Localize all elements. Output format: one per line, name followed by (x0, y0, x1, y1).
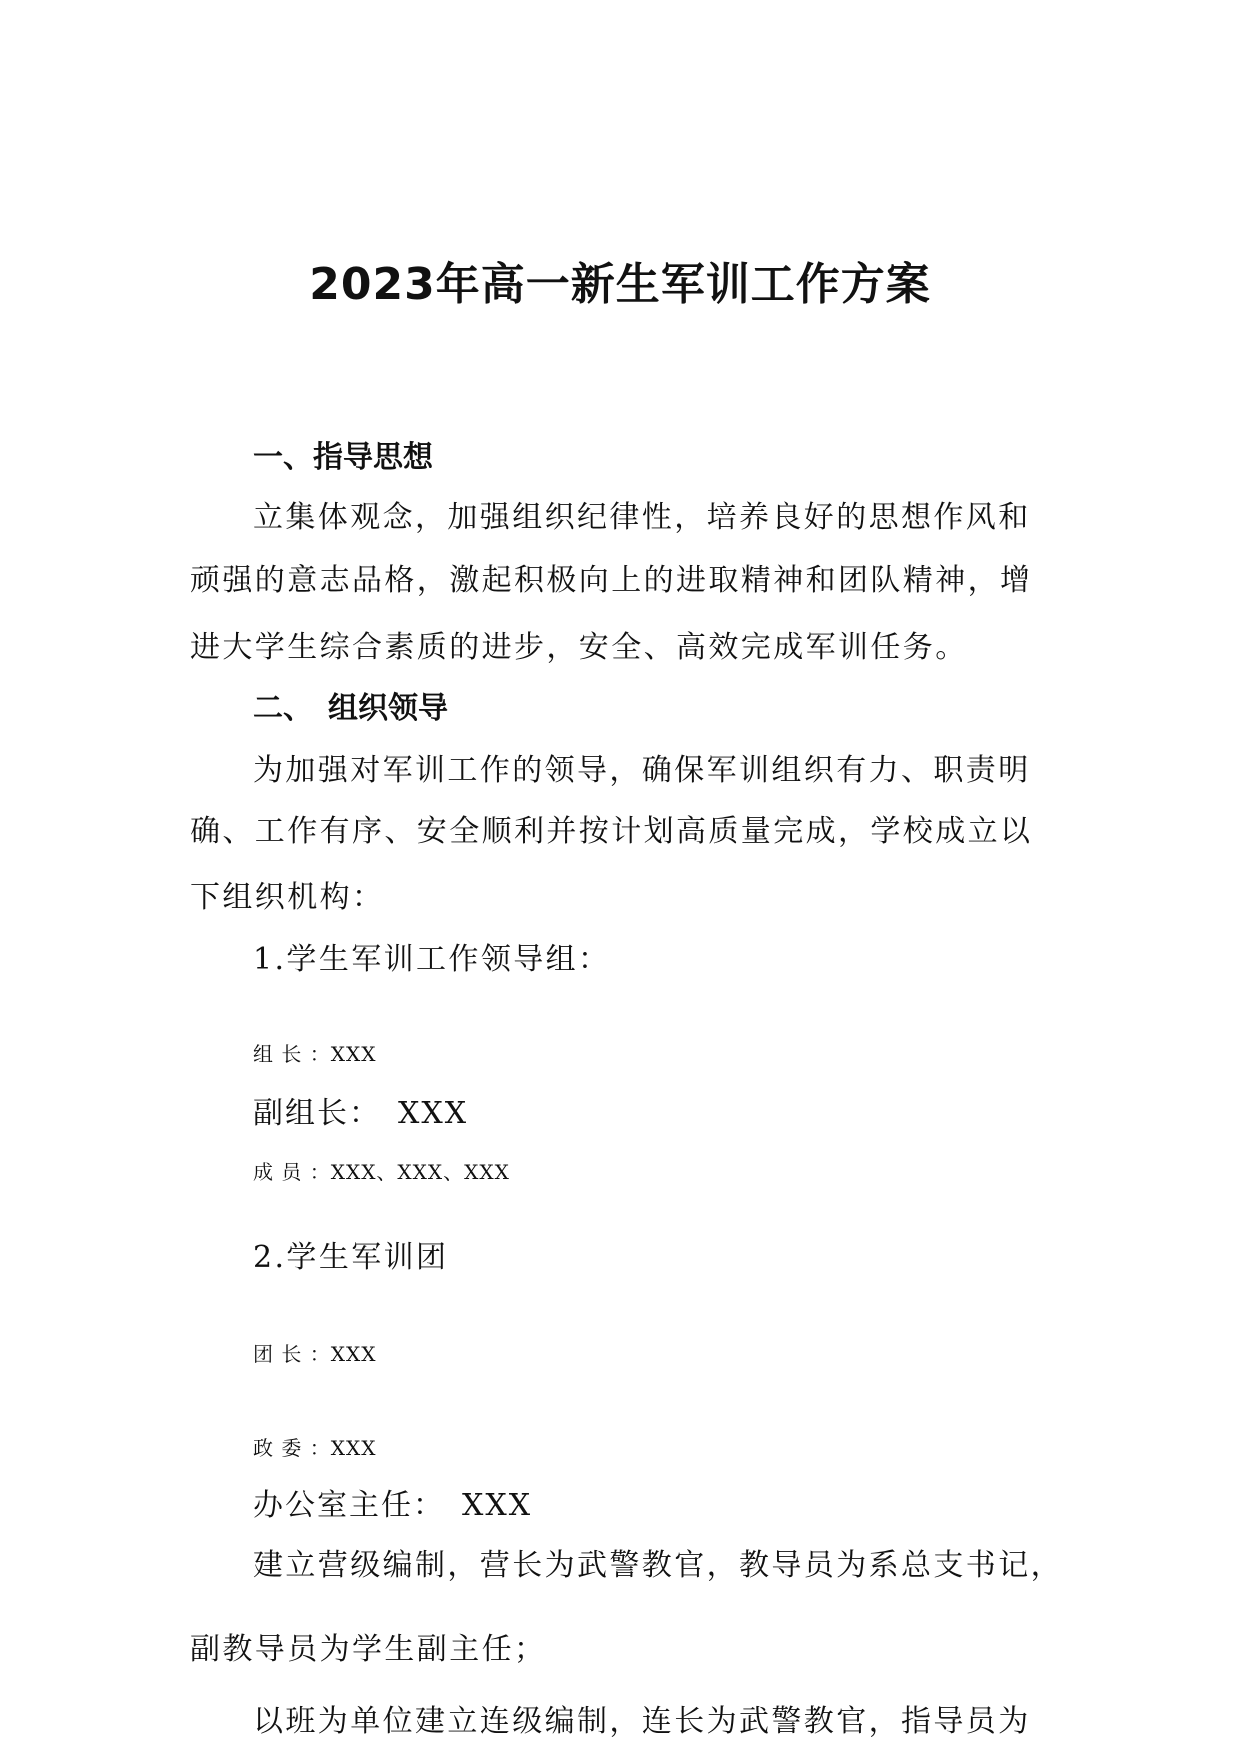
subsection-heading-leadership-group: 1.学生军训工作领导组： (253, 942, 611, 977)
paragraph-line: 为加强对军训工作的领导，确保军训组织有力、职责明 (253, 753, 1031, 788)
section-heading-guiding-ideology: 一、指导思想 (253, 440, 433, 475)
leader-line: 组 长 ：XXX (253, 1042, 377, 1066)
paragraph-line: 建立营级编制，营长为武警教官，教导员为系总支书记， (253, 1548, 1063, 1583)
commissar-line: 政 委 ：XXX (253, 1436, 377, 1460)
deputy-leader-line: 副组长： XXX (253, 1096, 469, 1131)
paragraph-line: 下组织机构： (190, 880, 385, 915)
paragraph-line: 进大学生综合素质的进步，安全、高效完成军训任务。 (190, 630, 968, 665)
office-director-line: 办公室主任： XXX (253, 1488, 533, 1523)
section-heading-organization: 二、 组织领导 (253, 691, 448, 726)
paragraph-line: 副教导员为学生副主任； (190, 1632, 547, 1667)
paragraph-line: 顽强的意志品格，激起积极向上的进取精神和团队精神，增 (190, 563, 1033, 598)
paragraph-line: 以班为单位建立连级编制，连长为武警教官，指导员为 (253, 1704, 1031, 1739)
subsection-heading-training-regiment: 2.学生军训团 (253, 1240, 449, 1275)
commander-line: 团 长 ：XXX (253, 1342, 377, 1366)
paragraph-line: 确、工作有序、安全顺利并按计划高质量完成，学校成立以 (190, 814, 1033, 849)
page-title: 2023年高一新生军训工作方案 (309, 259, 931, 310)
paragraph-line: 立集体观念，加强组织纪律性，培养良好的思想作风和 (253, 500, 1031, 535)
members-line: 成 员 ：XXX、XXX、XXX (253, 1160, 510, 1184)
